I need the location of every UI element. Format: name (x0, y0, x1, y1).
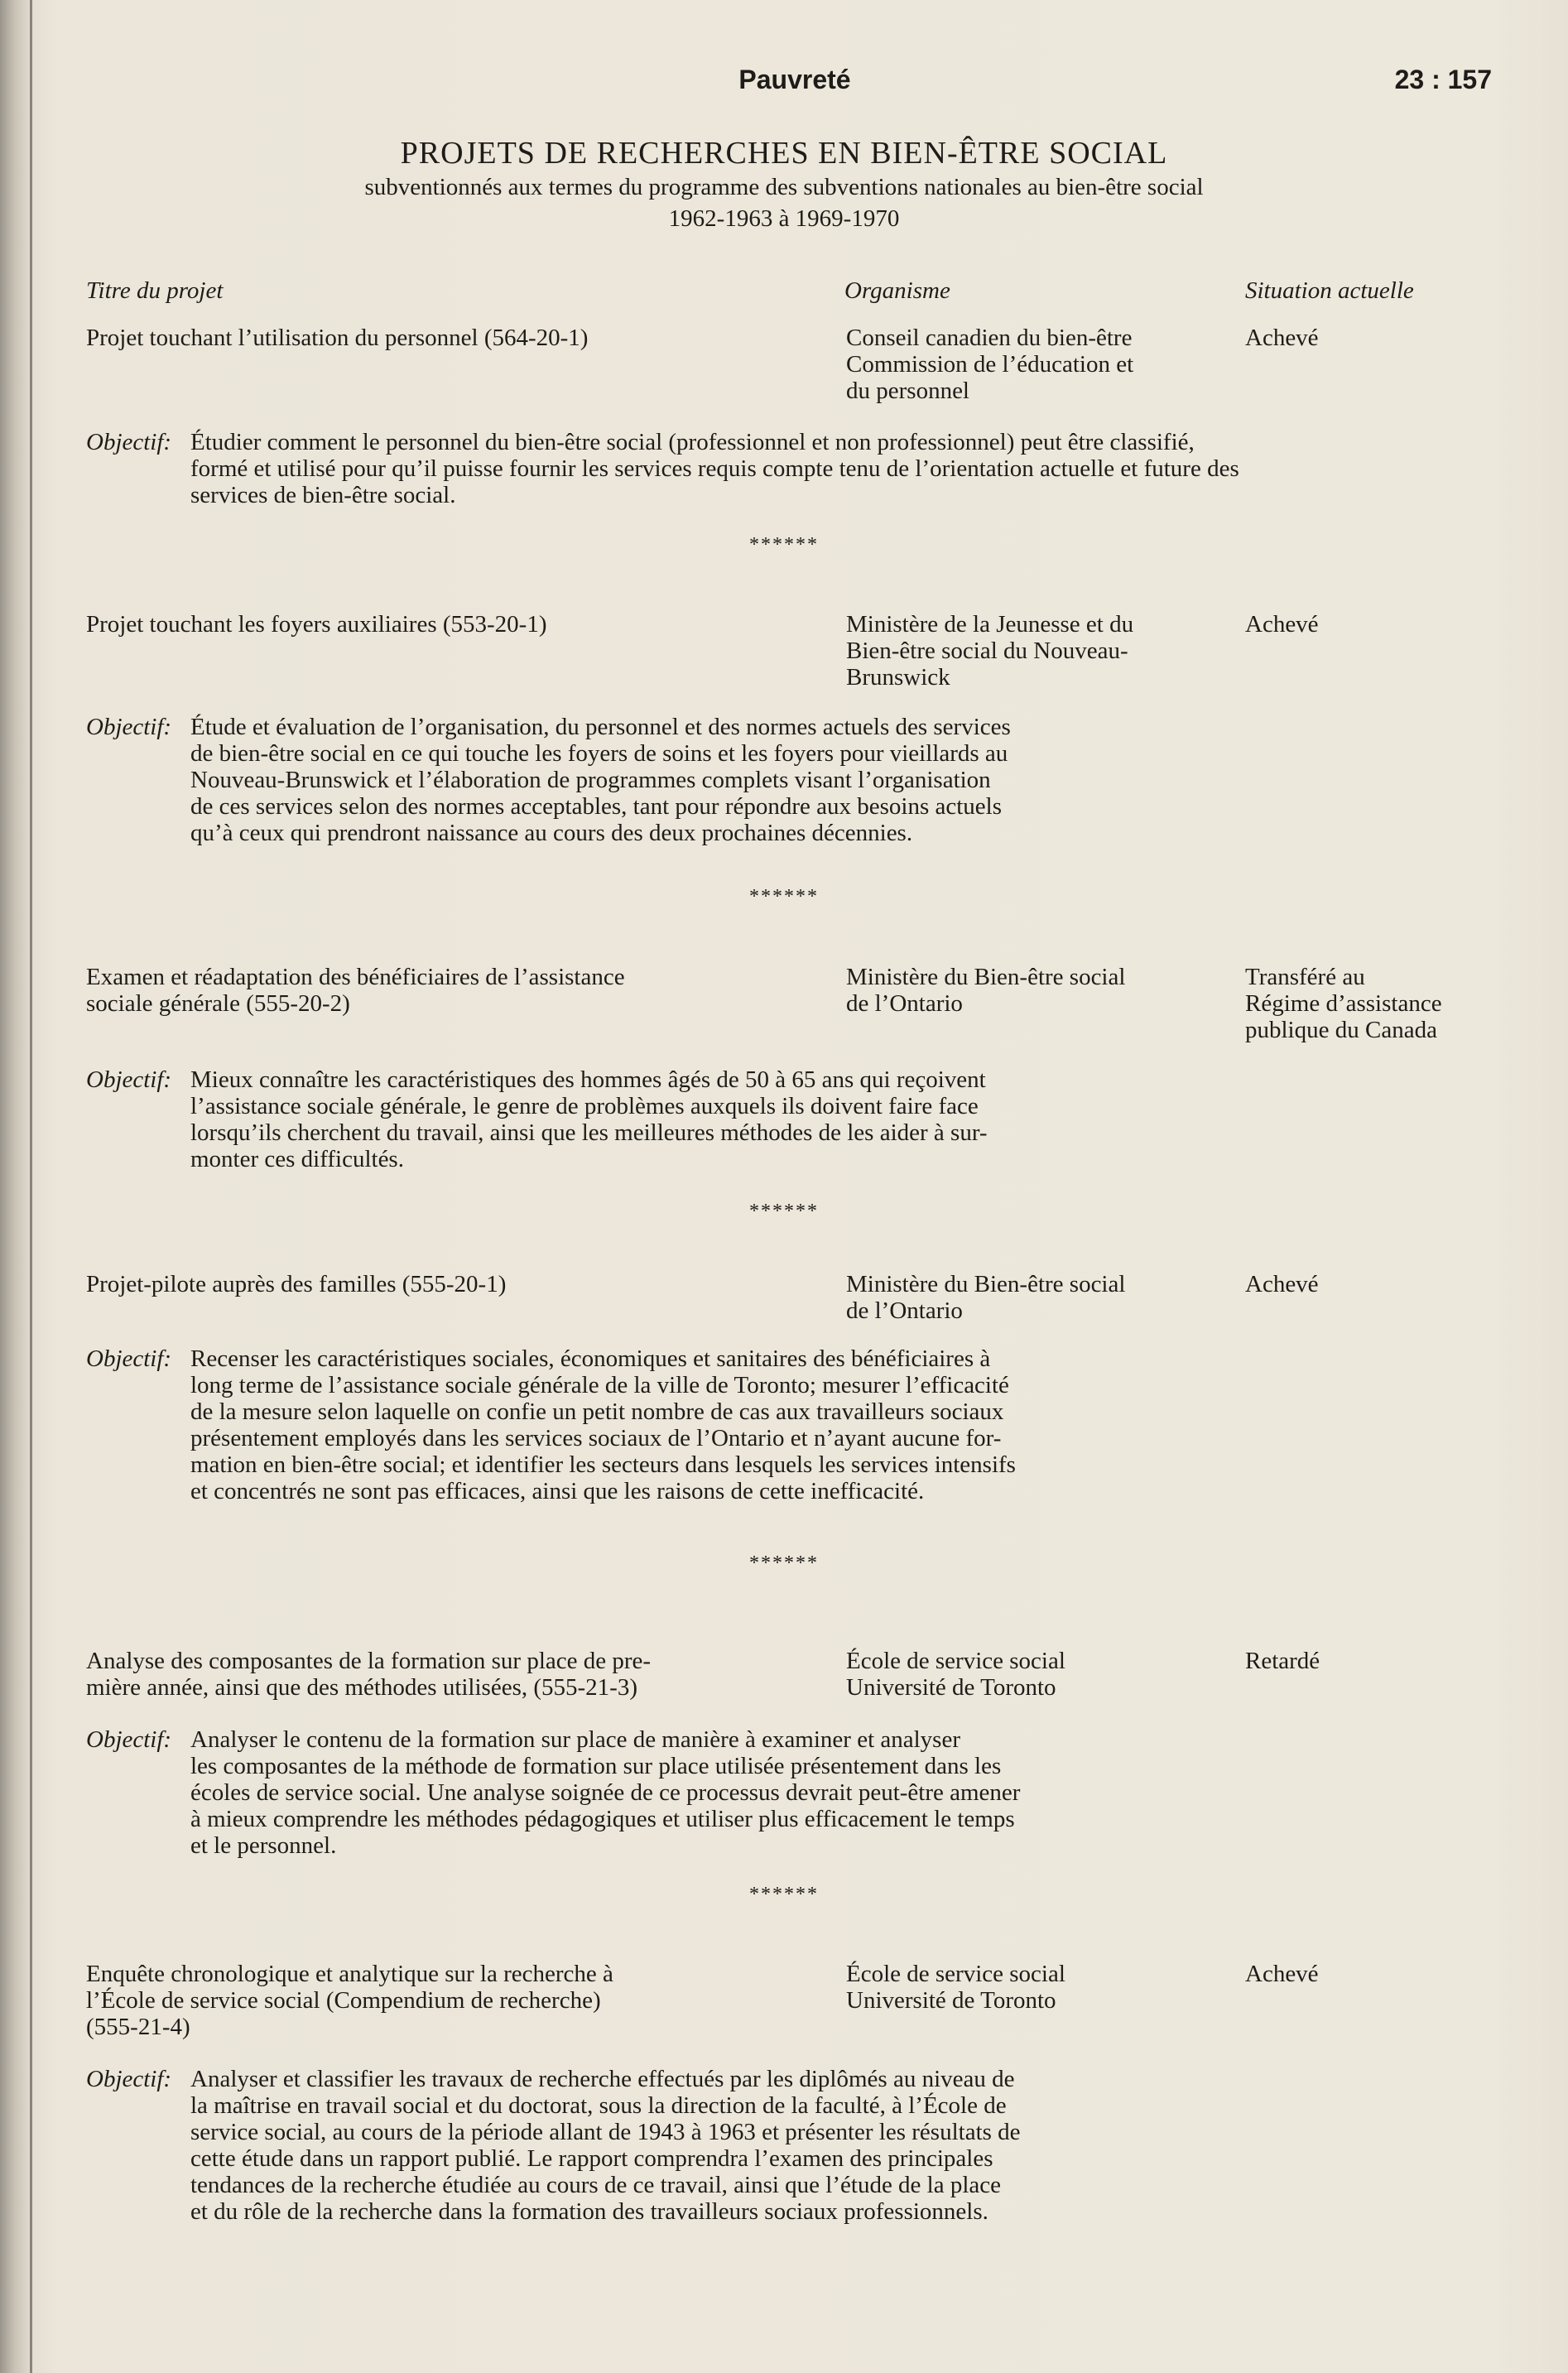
objective-text-line: et concentrés ne sont pas efficaces, ainsi que les raisons de cette inefficacité. (190, 1478, 925, 1504)
objective-text-line: Nouveau-Brunswick et l’élaboration de programmes complets visant l’organisation (190, 767, 991, 793)
project-organization-line: de l’Ontario (846, 990, 963, 1017)
project-organization-line: de l’Ontario (846, 1297, 963, 1324)
objective-text-line: les composantes de la méthode de formation sur place utilisée présentement dans les (190, 1753, 1002, 1779)
objective-text (190, 1726, 1020, 1859)
document-subtitle: subventionnés aux termes du programme des subventions nationales au bien-être social (364, 174, 1204, 200)
objective-text-line: Étudier comment le personnel du bien-être social (professionnel et non professionnel) peut être classifié, (190, 429, 1195, 455)
objective-label: Objectif: (86, 1066, 172, 1093)
project-title-line: Analyse des composantes de la formation sur place de pre- (86, 1648, 652, 1674)
project-organization-line: Ministère du Bien-être social (846, 1271, 1126, 1297)
objective-text-line: Mieux connaître les caractéristiques des hommes âgés de 50 à 65 ans qui reçoivent (190, 1066, 986, 1093)
column-header-title: Titre du projet (86, 277, 224, 304)
project-title-line: Projet touchant les foyers auxiliaires (553-20-1) (86, 611, 547, 638)
project-status-line: Transféré au (1245, 964, 1365, 990)
section-separator: ****** (749, 886, 819, 907)
project-status-line: Achevé (1245, 1271, 1319, 1297)
objective-text (190, 429, 1239, 508)
section-separator: ****** (749, 1552, 819, 1574)
project-organization (846, 964, 1219, 1017)
project-status-line: Retardé (1245, 1648, 1320, 1674)
objective-label: Objectif: (86, 429, 172, 455)
objective-text (190, 714, 1011, 846)
project-title (86, 611, 823, 638)
project-title-line: Projet touchant l’utilisation du personnel (564-20-1) (86, 325, 589, 351)
page-number: 23 : 157 (1394, 65, 1492, 94)
objective-text-line: mation en bien-être social; et identifier les secteurs dans lesquels les services intensifs (190, 1451, 1016, 1478)
project-title-line: Examen et réadaptation des bénéficiaires de l’assistance (86, 964, 625, 990)
project-organization-line: du personnel (846, 378, 969, 404)
project-title (86, 1961, 823, 2040)
column-header-organization: Organisme (844, 277, 950, 304)
project-organization-line: Commission de l’éducation et (846, 351, 1134, 378)
objective-text-line: services de bien-être social. (190, 482, 456, 508)
project-organization-line: Conseil canadien du bien-être (846, 325, 1133, 351)
objective-text-line: Recenser les caractéristiques sociales, économiques et sanitaires des bénéficiaires à (190, 1345, 991, 1372)
project-status (1245, 964, 1518, 1043)
section-separator: ****** (749, 1884, 819, 1905)
objective-text-line: présentement employés dans les services sociaux de l’Ontario et n’ayant aucune for- (190, 1425, 1002, 1451)
section-separator: ****** (749, 534, 819, 556)
project-title-line: mière année, ainsi que des méthodes utilisées, (555-21-3) (86, 1674, 637, 1701)
objective-text-line: l’assistance sociale générale, le genre de problèmes auxquels ils doivent faire face (190, 1093, 979, 1119)
project-status-line: publique du Canada (1245, 1017, 1437, 1043)
objective-text-line: Étude et évaluation de l’organisation, du personnel et des normes actuels des services (190, 714, 1011, 740)
objective-label: Objectif: (86, 1726, 172, 1753)
project-organization-line: Bien-être social du Nouveau- (846, 638, 1128, 664)
document-title: PROJETS DE RECHERCHES EN BIEN-ÊTRE SOCIAL (400, 136, 1168, 171)
project-title (86, 964, 823, 1017)
section-separator: ****** (749, 1201, 819, 1222)
project-status (1245, 611, 1518, 638)
objective-text-line: cette étude dans un rapport publié. Le rapport comprendra l’examen des principales (190, 2145, 993, 2172)
objective-text-line: Analyser et classifier les travaux de recherche effectués par les diplômés au niveau de (190, 2066, 1015, 2092)
objective-label: Objectif: (86, 2066, 172, 2092)
project-title-line: l’École de service social (Compendium de recherche) (86, 1987, 601, 2014)
objective-text-line: service social, au cours de la période allant de 1943 à 1963 et présenter les résultats de (190, 2119, 1021, 2145)
project-status-line: Achevé (1245, 1961, 1319, 1987)
objective-text-line: et le personnel. (190, 1832, 337, 1859)
objective-text-line: de ces services selon des normes acceptables, tant pour répondre aux besoins actuels (190, 793, 1003, 820)
project-organization-line: École de service social (846, 1961, 1065, 1987)
project-status (1245, 325, 1518, 351)
objective-text-line: Analyser le contenu de la formation sur place de manière à examiner et analyser (190, 1726, 960, 1753)
running-header-title: Pauvreté (738, 65, 851, 94)
project-title (86, 1648, 823, 1701)
project-organization-line: Ministère de la Jeunesse et du (846, 611, 1134, 638)
objective-text-line: la maîtrise en travail social et du doctorat, sous la direction de la faculté, à l’École de (190, 2092, 1007, 2119)
project-title (86, 325, 823, 351)
project-organization (846, 1271, 1219, 1324)
objective-text (190, 1345, 1016, 1504)
project-title-line: (555-21-4) (86, 2014, 190, 2040)
project-title-line: Projet-pilote auprès des familles (555-20-1) (86, 1271, 507, 1297)
objective-label: Objectif: (86, 1345, 172, 1372)
project-organization-line: Ministère du Bien-être social (846, 964, 1126, 990)
project-status-line: Achevé (1245, 611, 1319, 638)
project-status (1245, 1271, 1518, 1297)
project-organization-line: École de service social (846, 1648, 1065, 1674)
project-organization (846, 611, 1219, 691)
project-organization-line: Université de Toronto (846, 1987, 1056, 2014)
objective-text-line: écoles de service social. Une analyse soignée de ce processus devrait peut-être amener (190, 1779, 1021, 1806)
project-status (1245, 1961, 1518, 1987)
project-organization-line: Université de Toronto (846, 1674, 1056, 1701)
project-organization (846, 325, 1219, 404)
project-organization-line: Brunswick (846, 664, 950, 691)
objective-text (190, 1066, 988, 1172)
objective-text (190, 2066, 1021, 2225)
project-organization (846, 1648, 1219, 1701)
project-title-line: Enquête chronologique et analytique sur la recherche à (86, 1961, 613, 1987)
column-header-status: Situation actuelle (1245, 277, 1414, 304)
project-title (86, 1271, 823, 1297)
document-years: 1962-1963 à 1969-1970 (668, 205, 900, 232)
binding-gutter (30, 0, 32, 2373)
project-status (1245, 1648, 1518, 1674)
objective-text-line: lorsqu’ils cherchent du travail, ainsi que les meilleures méthodes de les aider à sur- (190, 1119, 988, 1146)
objective-text-line: qu’à ceux qui prendront naissance au cours des deux prochaines décennies. (190, 820, 913, 846)
project-status-line: Achevé (1245, 325, 1319, 351)
objective-text-line: à mieux comprendre les méthodes pédagogiques et utiliser plus efficacement le temps (190, 1806, 1015, 1832)
objective-text-line: et du rôle de la recherche dans la formation des travailleurs sociaux professionnels. (190, 2198, 988, 2225)
objective-text-line: long terme de l’assistance sociale générale de la ville de Toronto; mesurer l’efficacité (190, 1372, 1009, 1398)
objective-text-line: formé et utilisé pour qu’il puisse fournir les services requis compte tenu de l’orientation actuelle et future des (190, 455, 1239, 482)
objective-text-line: de la mesure selon laquelle on confie un petit nombre de cas aux travailleurs sociaux (190, 1398, 1004, 1425)
project-title-line: sociale générale (555-20-2) (86, 990, 350, 1017)
objective-label: Objectif: (86, 714, 172, 740)
objective-text-line: monter ces difficultés. (190, 1146, 404, 1172)
objective-text-line: tendances de la recherche étudiée au cours de ce travail, ainsi que l’étude de la place (190, 2172, 1002, 2198)
project-status-line: Régime d’assistance (1245, 990, 1442, 1017)
project-organization (846, 1961, 1219, 2014)
objective-text-line: de bien-être social en ce qui touche les foyers de soins et les foyers pour vieillards au (190, 740, 1008, 767)
